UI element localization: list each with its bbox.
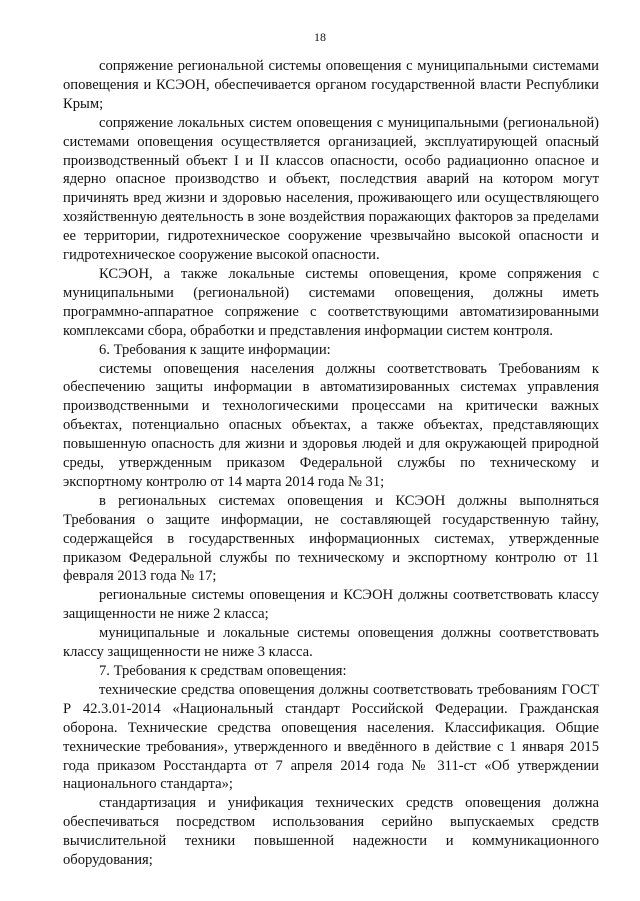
section-heading-7: 7. Требования к средствам оповещения: bbox=[99, 663, 347, 679]
paragraph: муниципальные и локальные системы оповещения должны соответствовать классу защищенности не ниже 3 класса. bbox=[63, 625, 599, 661]
page-number: 18 bbox=[314, 30, 326, 44]
paragraph: сопряжение локальных систем оповещения с муниципальными (региональной) системами оповещения осуществляется организацией, эксплуатирующей опасный производственный объект I и II классов опасности, особо радиационно опасное и ядерно опасное производство и объект, последствия аварий на котором могут причинять вред жизни и здоровью населения, проживающего или осуществляющего хозяйственную деятельность в зоне воздействия поражающих факторов за пределами ее территории, гидротехническое сооружение чрезвычайно высокой опасности и гидротехническое сооружение высокой опасности. bbox=[63, 114, 599, 264]
paragraph: стандартизация и унификация технических средств оповещения должна обеспечиваться посредством использования серийно выпускаемых средств вычислительной техники повышенной надежности и коммуникационного оборудования; bbox=[63, 795, 599, 869]
paragraph: КСЭОН, а также локальные системы оповещения, кроме сопряжения с муниципальными (региональной) системами оповещения, должны иметь программно-аппаратное сопряжение с соответствующими автоматизированными комплексами сбора, обработки и представления информации систем контроля. bbox=[63, 265, 599, 339]
paragraph: системы оповещения населения должны соответствовать Требованиям к обеспечению защиты информации в автоматизированных системах управления производственными и технологическими процессами на критически важных объектах, потенциально опасных объектах, а также объектах, представляющих повышенную опасность для жизни и здоровья людей и для окружающей природной среды, утвержденным приказом Федеральной службы по техническому и экспортному контролю от 14 марта 2014 года № 31; bbox=[63, 360, 599, 490]
section-heading-6: 6. Требования к защите информации: bbox=[99, 341, 331, 358]
paragraph: сопряжение региональной системы оповещения с муниципальными системами оповещения и КСЭОН, обеспечивается органом государственной власти Республики Крым; bbox=[63, 58, 599, 112]
paragraph: технические средства оповещения должны соответствовать требованиям ГОСТ Р 42.3.01-2014 «Национальный стандарт Российской Федерации. Гражданская оборона. Технические средства оповещения населения. Классификация. Общие технические требования», утвержденного и введённого в действие с 1 января 2015 года приказом Росстандарта от 7 апреля 2014 года № 311-ст «Об утверждении национального стандарта»; bbox=[63, 681, 599, 793]
paragraph: региональные системы оповещения и КСЭОН должны соответствовать классу защищенности не ниже 2 класса; bbox=[63, 587, 599, 623]
paragraph: в региональных системах оповещения и КСЭОН должны выполняться Требования о защите информации, не составляющей государственную тайну, содержащейся в государственных информационных системах, утвержденные приказом Федеральной службы по техническому и экспортному контролю от 11 февраля 2013 года № 17; bbox=[63, 492, 599, 585]
document-body bbox=[63, 57, 599, 870]
